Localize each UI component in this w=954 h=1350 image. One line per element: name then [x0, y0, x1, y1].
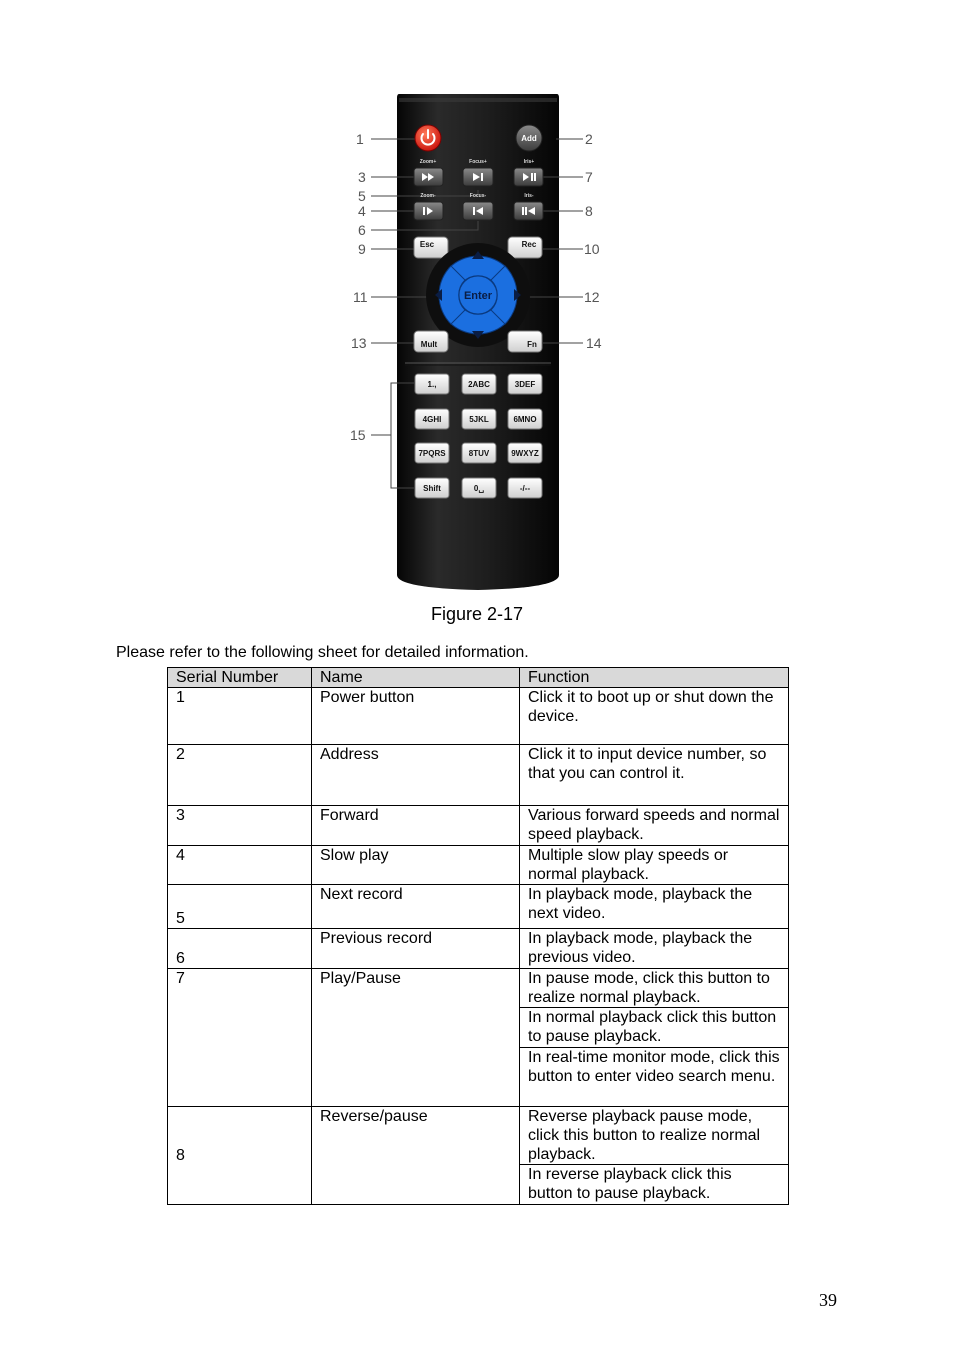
- numpad-key[interactable]: [508, 409, 542, 429]
- slow-play-button[interactable]: [414, 202, 443, 220]
- numpad-key[interactable]: [462, 374, 496, 394]
- esc-label: Esc: [419, 240, 435, 249]
- callout-2: 2: [585, 131, 593, 147]
- numpad-key-label: 4GHI: [422, 415, 442, 424]
- function-cell: Various forward speeds and normal speed playback.: [520, 806, 789, 846]
- serial-cell: 3: [168, 806, 312, 846]
- callout-9: 9: [358, 241, 366, 257]
- function-cell: Multiple slow play speeds or normal playback.: [520, 846, 789, 885]
- numpad-key-label: 5JKL: [469, 415, 489, 424]
- name-cell: Previous record: [312, 929, 520, 969]
- page-number: 39: [819, 1290, 837, 1310]
- iris-plus-label: Iris+: [523, 159, 535, 165]
- numpad-key[interactable]: [508, 478, 542, 498]
- focus-plus-label: Focus+: [469, 159, 487, 165]
- callout-13: 13: [351, 335, 367, 351]
- serial-cell: 5: [168, 885, 312, 929]
- play-pause-button[interactable]: [514, 168, 543, 186]
- table-row: [168, 806, 789, 846]
- serial-cell: 2: [168, 745, 312, 806]
- numpad-key-label: 6MNO: [513, 415, 537, 424]
- numpad-key[interactable]: [415, 374, 449, 394]
- figure-caption: Figure 2-17: [430, 604, 524, 624]
- numpad-key-label: 3DEF: [514, 380, 536, 389]
- table-row: [168, 929, 789, 969]
- next-record-button[interactable]: [463, 168, 493, 186]
- callout-5: 5: [358, 188, 366, 204]
- mult-label: Mult: [420, 340, 438, 349]
- numpad-key-label: 8TUV: [468, 449, 490, 458]
- serial-cell: 1: [168, 688, 312, 745]
- mult-button[interactable]: [414, 331, 448, 352]
- remote-control-figure: [0, 0, 954, 600]
- numpad-key[interactable]: [462, 409, 496, 429]
- numpad-key[interactable]: [462, 478, 496, 498]
- callout-10: 10: [584, 241, 600, 257]
- header-function: Function: [520, 668, 789, 688]
- callout-1: 1: [356, 131, 364, 147]
- serial-cell: 4: [168, 846, 312, 885]
- numpad-key-label: 1.,: [427, 380, 437, 389]
- function-cell: In normal playback click this button to pause playback.: [520, 1008, 789, 1048]
- function-cell: In real-time monitor mode, click this button to enter video search menu.: [520, 1048, 789, 1107]
- name-cell: Forward: [312, 806, 520, 846]
- name-cell: Slow play: [312, 846, 520, 885]
- enter-label: Enter: [463, 290, 493, 302]
- table-row: [168, 688, 789, 745]
- table-row: [168, 885, 789, 929]
- callout-7: 7: [585, 169, 593, 185]
- function-cell: Reverse playback pause mode, click this button to realize normal playback.: [520, 1107, 789, 1165]
- add-button[interactable]: [516, 125, 542, 151]
- name-cell: Reverse/pause: [312, 1107, 520, 1205]
- fn-button[interactable]: [508, 331, 542, 352]
- numpad-key[interactable]: [508, 374, 542, 394]
- table-row: [168, 846, 789, 885]
- header-name: Name: [312, 668, 520, 688]
- function-cell: In reverse playback click this button to pause playback.: [520, 1165, 789, 1205]
- forward-button[interactable]: [414, 168, 443, 186]
- serial-cell: 6: [168, 929, 312, 969]
- numpad-key-label: -/--: [519, 484, 531, 493]
- table-row: [168, 745, 789, 806]
- name-cell: Play/Pause: [312, 969, 520, 1107]
- zoom-minus-label: Zoom-: [420, 193, 436, 199]
- numpad-key[interactable]: [415, 409, 449, 429]
- function-cell: Click it to input device number, so that you can control it.: [520, 745, 789, 806]
- fn-label: Fn: [527, 340, 537, 349]
- name-cell: Power button: [312, 688, 520, 745]
- numpad-key[interactable]: [415, 478, 449, 498]
- table-row: [168, 1107, 789, 1165]
- serial-cell: 7: [168, 969, 312, 1107]
- callout-14: 14: [586, 335, 602, 351]
- header-serial-number: Serial Number: [168, 668, 312, 688]
- function-cell: In playback mode, playback the previous video.: [520, 929, 789, 969]
- numpad-key[interactable]: [508, 443, 542, 463]
- numpad-key[interactable]: [462, 443, 496, 463]
- focus-minus-label: Focus-: [469, 193, 487, 199]
- numpad-key-label: 7PQRS: [418, 449, 446, 458]
- enter-button[interactable]: [459, 276, 497, 314]
- name-cell: Next record: [312, 885, 520, 929]
- info-table: [167, 667, 789, 1205]
- name-cell: Address: [312, 745, 520, 806]
- numpad-key-label: 0␣: [473, 484, 485, 493]
- intro-text: Please refer to the following sheet for detailed information.: [116, 644, 529, 661]
- callout-3: 3: [358, 169, 366, 185]
- rec-label: Rec: [521, 240, 537, 249]
- callout-6: 6: [358, 222, 366, 238]
- table-row: [168, 969, 789, 1008]
- iris-minus-label: Iris-: [524, 193, 534, 199]
- function-cell: In playback mode, playback the next video.: [520, 885, 789, 929]
- esc-button[interactable]: [414, 237, 448, 258]
- callout-15: 15: [350, 427, 366, 443]
- reverse-pause-button[interactable]: [514, 202, 543, 220]
- rec-button[interactable]: [508, 237, 542, 258]
- table-header-row: [168, 668, 789, 688]
- callout-4: 4: [358, 203, 366, 219]
- callout-12: 12: [584, 289, 600, 305]
- serial-cell: 8: [168, 1107, 312, 1205]
- numpad-key[interactable]: [415, 443, 449, 463]
- add-label: Add: [521, 134, 537, 143]
- numpad-key-label: 9WXYZ: [511, 449, 539, 458]
- function-cell: Click it to boot up or shut down the device.: [520, 688, 789, 745]
- power-button[interactable]: [415, 125, 441, 151]
- callout-11: 11: [353, 289, 368, 305]
- previous-record-button[interactable]: [463, 202, 493, 220]
- numpad-key-label: Shift: [423, 484, 441, 493]
- function-cell: In pause mode, click this button to realize normal playback.: [520, 969, 789, 1008]
- callout-8: 8: [585, 203, 593, 219]
- zoom-plus-label: Zoom+: [419, 159, 437, 165]
- numpad-key-label: 2ABC: [468, 380, 490, 389]
